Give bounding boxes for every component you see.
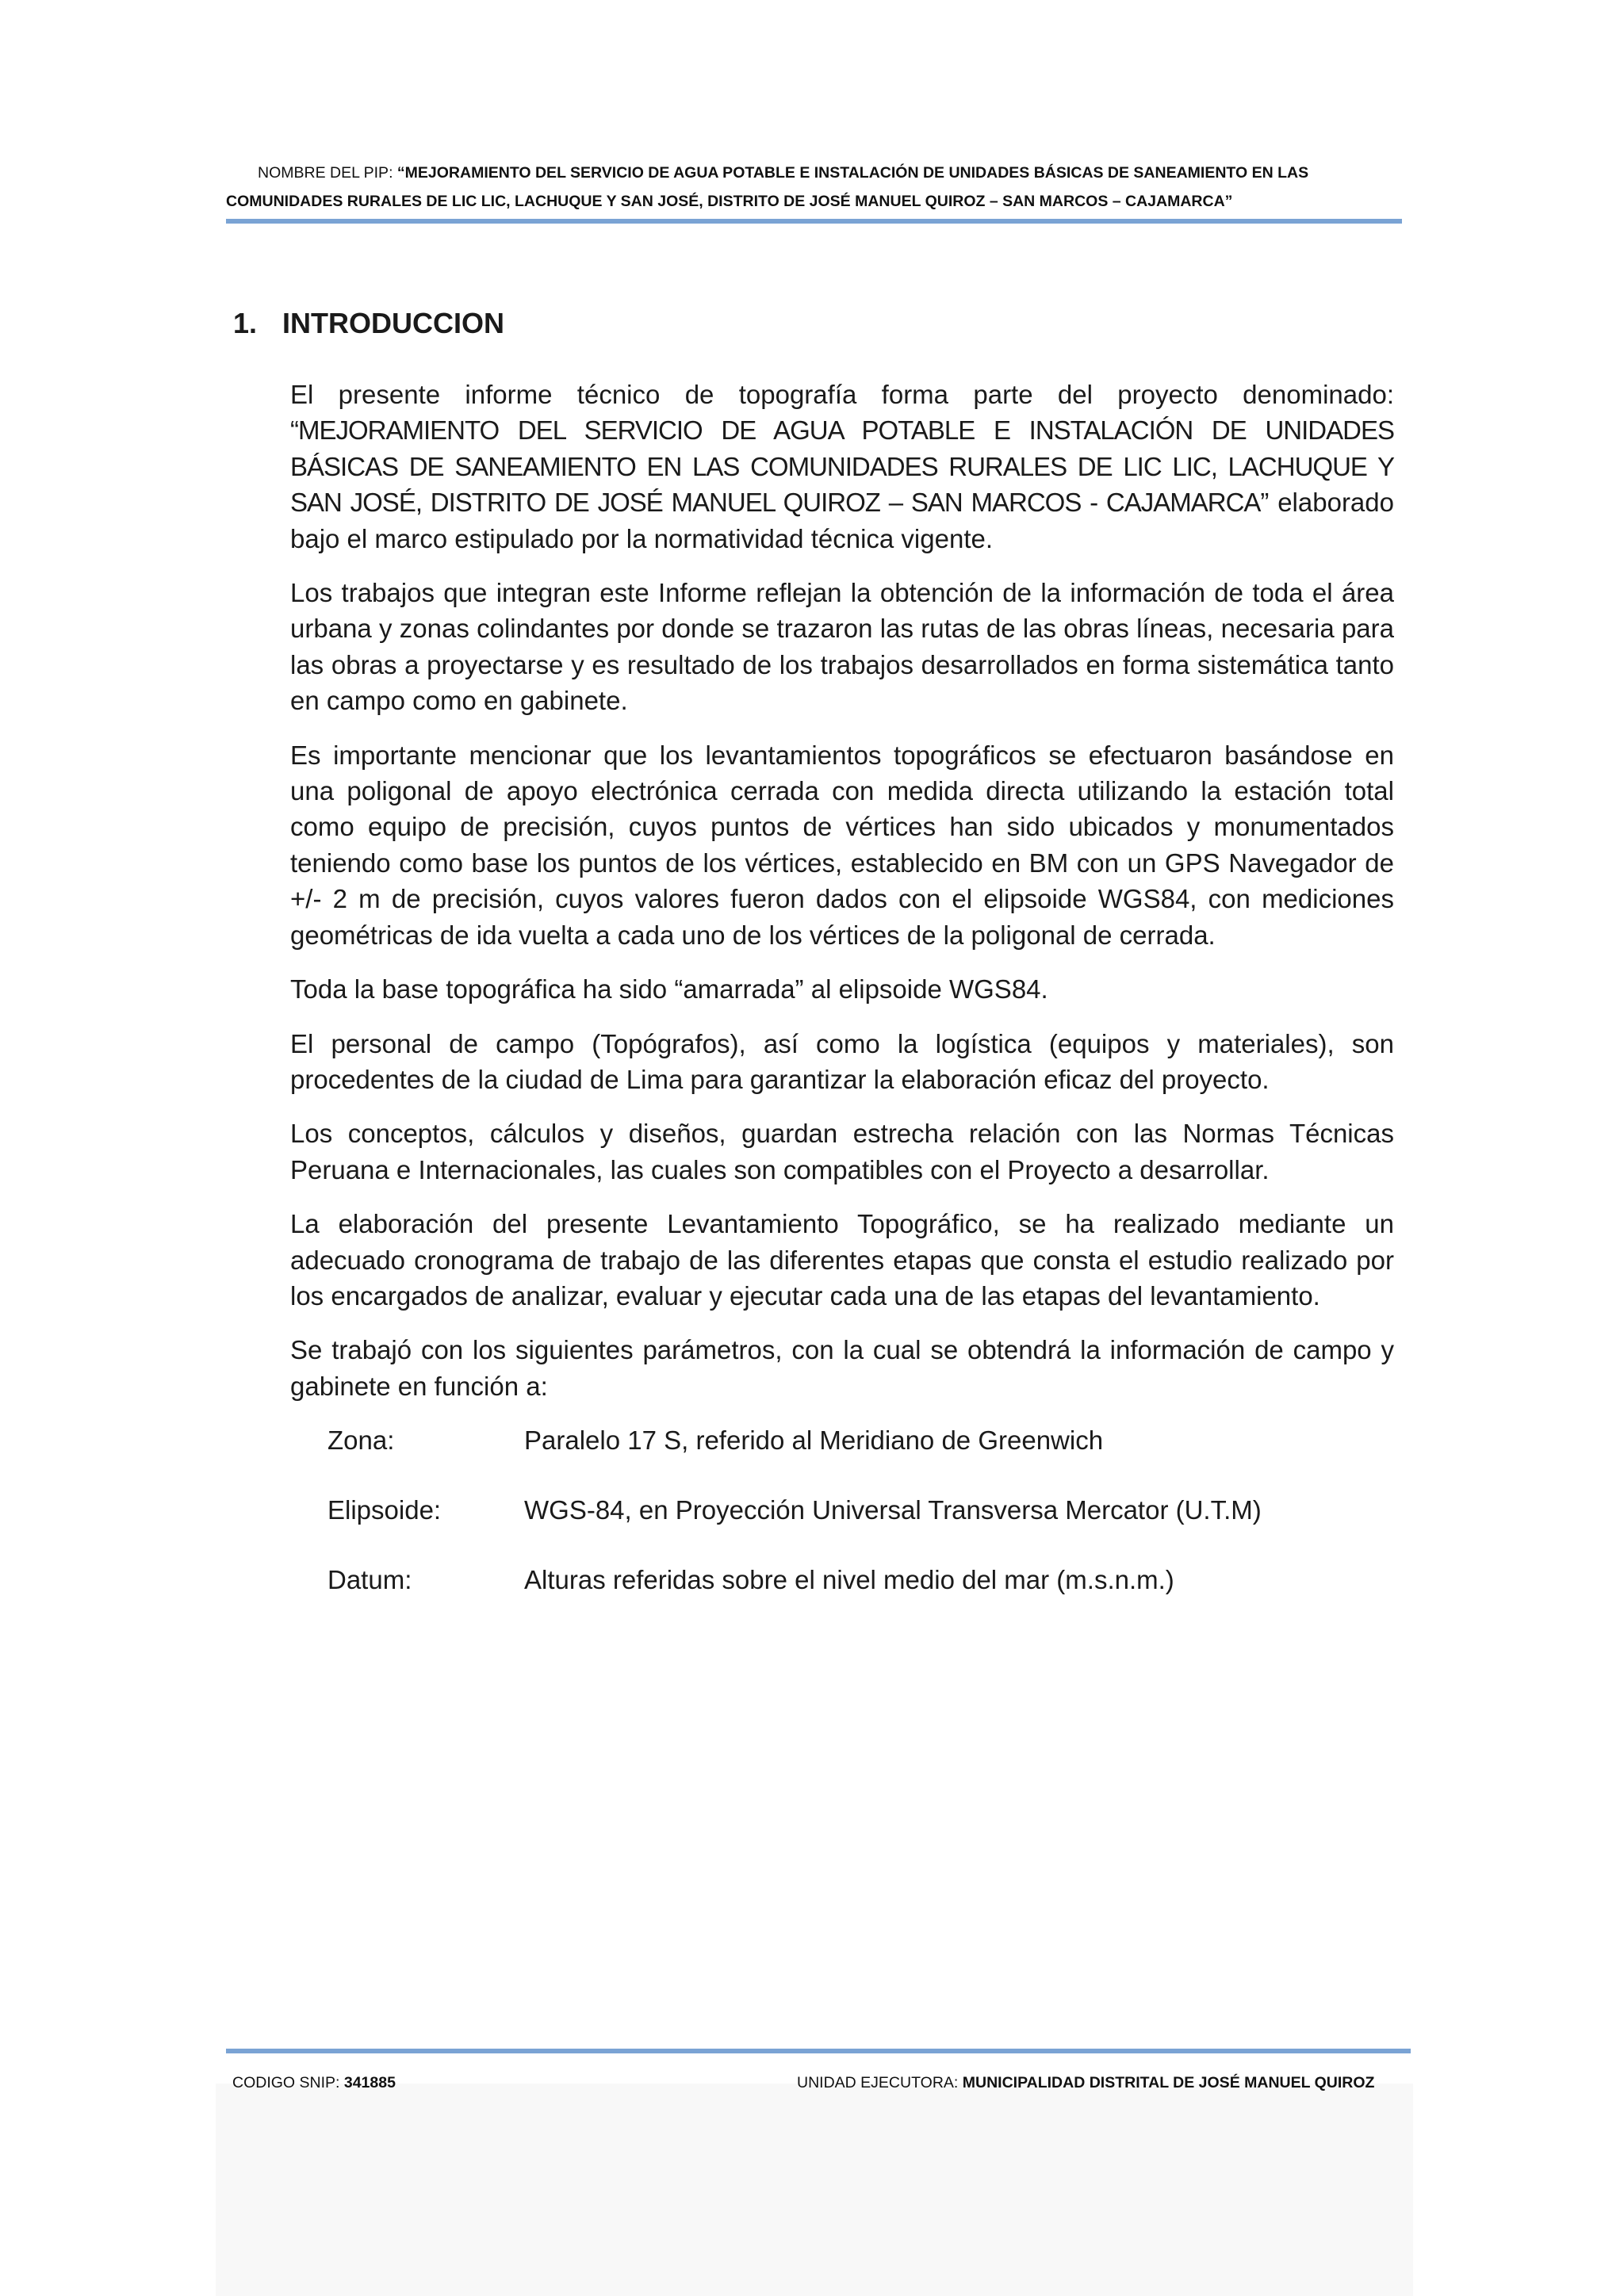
paragraph-1-intro: El presente informe técnico de topografía forma parte del proyecto denominado:	[290, 380, 1394, 409]
footer-snip-value: 341885	[343, 2074, 396, 2091]
section-title: INTRODUCCION	[282, 307, 504, 339]
footer-unit	[797, 2074, 1374, 2092]
header-title-line-1: “MEJORAMIENTO DEL SERVICIO DE AGUA POTABLE E INSTALACIÓN DE UNIDADES BÁSICAS DE SANEAMIENTO EN LAS	[396, 164, 1309, 182]
header-line-1	[258, 159, 1404, 187]
header-title-line-2: COMUNIDADES RURALES DE LIC LIC, LACHUQUE Y SAN JOSÉ, DISTRITO DE JOSÉ MANUEL QUIROZ – SAN MARCOS – CAJAMARCA”	[226, 193, 1233, 210]
paragraph-3: Es importante mencionar que los levantamientos topográficos se efectuaron basándose en una poligonal de apoyo electrónica cerrada con medida directa utilizando la estación total como equipo de precisión, cuyos puntos de vértices han sido ubicados y monumentados teniendo como base los puntos de los vértices, establecido en BM con un GPS Navegador de +/- 2 m de precisión, cuyos valores fueron dados con el elipsoide WGS84, con mediciones geométricas de ida vuelta a cada uno de los vértices de la poligonal de cerrada.	[290, 740, 1394, 950]
parameter-row-zona	[290, 1422, 1394, 1492]
paragraph-1-tail: elaborado bajo el marco estipulado por la normatividad técnica vigente.	[290, 488, 1394, 553]
parameter-label: Datum:	[327, 1565, 412, 1595]
footer-unit-label: UNIDAD EJECUTORA:	[797, 2074, 959, 2091]
paragraph-5: El personal de campo (Topógrafos), así como la logística (equipos y materiales), son procedentes de la ciudad de Lima para garantizar la elaboración eficaz del proyecto.	[290, 1028, 1394, 1094]
project-title: “MEJORAMIENTO DEL SERVICIO DE AGUA POTABLE E INSTALACIÓN DE UNIDADES BÁSICAS DE SANEAMIENTO EN LAS COMUNIDADES RURALES DE LIC LIC, LACHUQUE Y SAN JOSÉ, DISTRITO DE JOSÉ MANUEL QUIROZ – SAN MARCOS - CAJAMARCA”	[290, 415, 1394, 518]
section-number: 1.	[233, 307, 258, 339]
footer-unit-value: MUNICIPALIDAD DISTRITAL DE JOSÉ MANUEL QUIROZ	[962, 2074, 1375, 2091]
paragraph-2: Los trabajos que integran este Informe reflejan la obtención de la información de toda el área urbana y zonas colindantes por donde se trazaron las rutas de las obras líneas, necesaria para las obras a proyectarse y es resultado de los trabajos desarrollados en forma sistemática tanto en campo como en gabinete.	[290, 578, 1394, 716]
body-content	[290, 377, 1394, 1632]
header-divider	[226, 219, 1402, 224]
footer-snip-label: CODIGO SNIP:	[232, 2074, 340, 2091]
paragraph-6: Los conceptos, cálculos y diseños, guardan estrecha relación con las Normas Técnicas Peruana e Internacionales, las cuales son compatibles con el Proyecto a desarrollar.	[290, 1119, 1394, 1184]
footer-snip	[232, 2074, 396, 2092]
parameter-row-elipsoide	[290, 1492, 1394, 1562]
footer-divider	[226, 2049, 1411, 2053]
page-header	[226, 159, 1404, 216]
paragraph-8: Se trabajó con los siguientes parámetros, con la cual se obtendrá la información de campo y gabinete en función a:	[290, 1335, 1394, 1401]
parameter-value: Alturas referidas sobre el nivel medio del mar (m.s.n.m.)	[524, 1565, 1174, 1595]
parameter-list	[290, 1422, 1394, 1632]
parameter-label: Zona:	[327, 1425, 395, 1456]
page-bottom-shade	[216, 2084, 1413, 2296]
header-line-2	[226, 187, 1404, 216]
paragraph-7: La elaboración del presente Levantamiento Topográfico, se ha realizado mediante un adecuado cronograma de trabajo de las diferentes etapas que consta el estudio realizado por los encargados de analizar, evaluar y ejecutar cada una de las etapas del levantamiento.	[290, 1209, 1394, 1311]
section-heading	[233, 307, 504, 340]
paragraph-4: Toda la base topográfica ha sido “amarrada” al elipsoide WGS84.	[290, 974, 1048, 1004]
parameter-label: Elipsoide:	[327, 1495, 442, 1525]
header-label: NOMBRE DEL PIP:	[258, 164, 393, 182]
parameter-value: WGS-84, en Proyección Universal Transversa Mercator (U.T.M)	[524, 1495, 1262, 1525]
paragraph-1	[290, 377, 1394, 557]
parameter-value: Paralelo 17 S, referido al Meridiano de Greenwich	[524, 1425, 1104, 1456]
parameter-row-datum	[290, 1562, 1394, 1632]
